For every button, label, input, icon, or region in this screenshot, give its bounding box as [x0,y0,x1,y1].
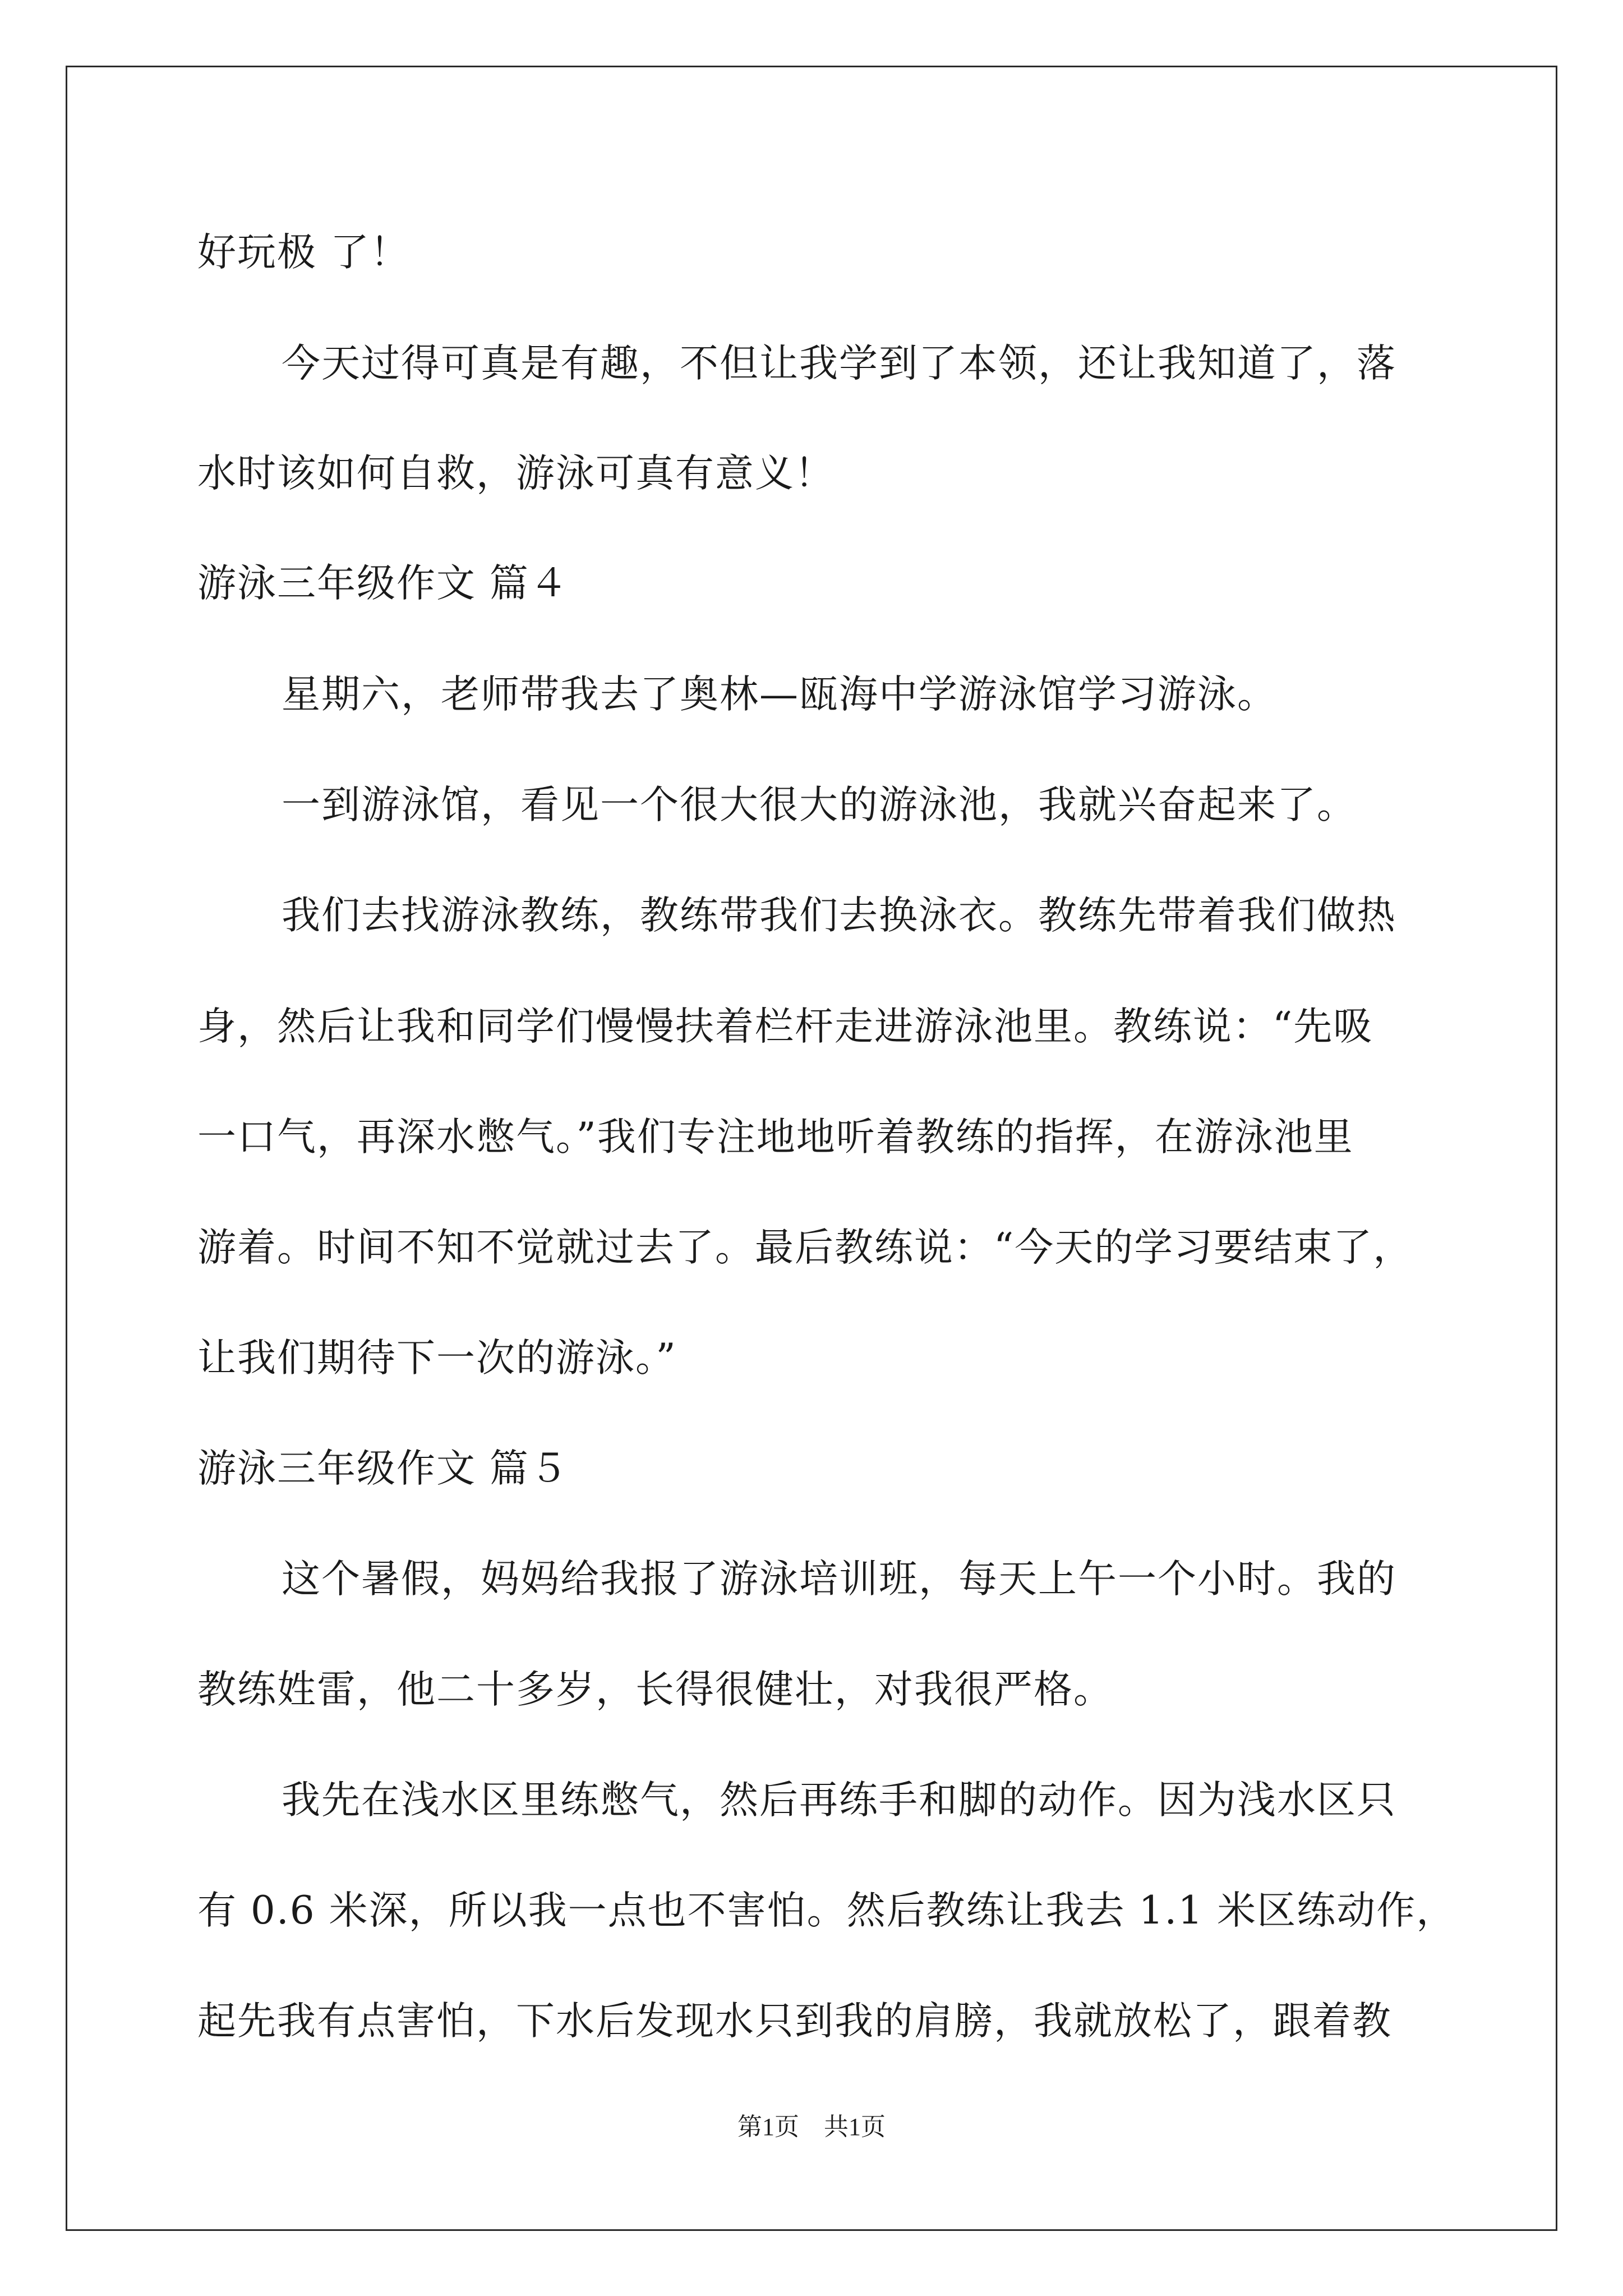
text-line: 我先在浅水区里练憋气，然后再练手和脚的动作。因为浅水区只 [282,1778,1396,1823]
text-line: 这个暑假，妈妈给我报了游泳培训班，每天上午一个小时。我的 [282,1557,1396,1602]
section-heading: 游泳三年级作文 篇５ [197,1446,569,1491]
text-line: 一到游泳馆，看见一个很大很大的游泳池，我就兴奋起来了。 [282,783,1357,827]
text-line: 让我们期待下一次的游泳。” [197,1336,677,1381]
text-line: 一口气，再深水憋气。”我们专注地地听着教练的指挥，在游泳池里 [197,1115,1354,1159]
text-line: 有 0.6 米深，所以我一点也不害怕。然后教练让我去 1.1 米区练动作， [197,1888,1456,1933]
text-line: 教练姓雷，他二十多岁，长得很健壮，对我很严格。 [197,1667,1113,1712]
text-line: 我们去找游泳教练，教练带我们去换泳衣。教练先带着我们做热 [282,893,1396,938]
text-line: 游着。时间不知不觉就过去了。最后教练说：“今天的学习要结束了， [197,1225,1413,1270]
page-footer: 第1页 共1页 [737,2113,886,2141]
text-line: 星期六，老师带我去了奥林—瓯海中学游泳馆学习游泳。 [282,672,1277,717]
text-line: 身，然后让我和同学们慢慢扶着栏杆走进游泳池里。教练说：“先吸 [197,1004,1373,1049]
text-line: 好玩极 了！ [197,230,410,275]
text-line: 水时该如何自救，游泳可真有意义！ [197,451,834,496]
text-line: 起先我有点害怕，下水后发现水只到我的肩膀，我就放松了，跟着教 [197,1999,1392,2044]
text-line: 今天过得可真是有趣，不但让我学到了本领，还让我知道了，落 [282,341,1396,386]
section-heading: 游泳三年级作文 篇４ [197,561,569,606]
